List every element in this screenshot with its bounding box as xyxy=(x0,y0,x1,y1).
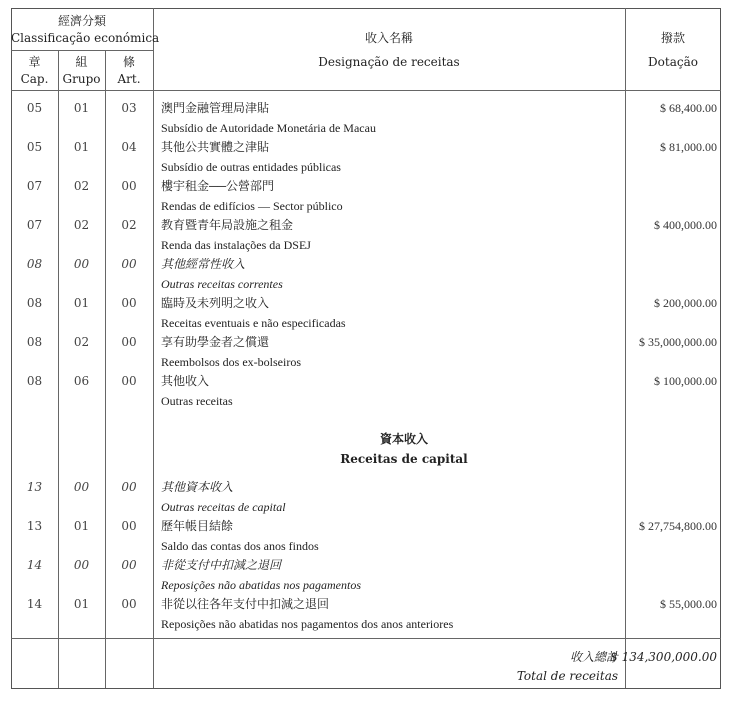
grupo-code: 00 xyxy=(73,480,90,494)
section-title-pt: Receitas de capital xyxy=(340,452,468,466)
designation-zh: 其他收入 xyxy=(161,374,210,388)
art-code: 03 xyxy=(121,101,137,115)
art-code: 00 xyxy=(121,296,137,310)
cap-code: 13 xyxy=(26,480,43,494)
designation-zh: 其他經常性收入 xyxy=(161,257,246,271)
art-code: 00 xyxy=(121,519,137,533)
header-grupo-pt: Grupo xyxy=(62,72,101,86)
cap-code: 07 xyxy=(26,179,43,193)
header-cap-pt: Cap. xyxy=(20,72,49,86)
col-rule xyxy=(153,8,154,688)
designation-pt: Subsídio de Autoridade Monetária de Macau xyxy=(161,121,376,135)
header-class-zh: 經濟分類 xyxy=(57,14,106,28)
designation-pt: Subsídio de outras entidades públicas xyxy=(161,160,341,174)
grupo-code: 00 xyxy=(73,257,90,271)
cap-code: 07 xyxy=(26,218,43,232)
designation-pt: Outras receitas de capital xyxy=(161,500,286,514)
col-rule xyxy=(625,8,626,688)
designation-pt: Renda das instalações da DSEJ xyxy=(161,238,311,252)
designation-pt: Reembolsos dos ex-bolseiros xyxy=(161,355,301,369)
designation-zh: 其他資本收入 xyxy=(161,480,234,494)
amount: $ 27,754,800.00 xyxy=(639,519,717,533)
header-dotacao-zh: 撥款 xyxy=(660,31,685,45)
designation-zh: 樓宇租金──公營部門 xyxy=(161,179,275,193)
amount: $ 100,000.00 xyxy=(654,374,717,388)
designation-zh: 享有助學金者之償還 xyxy=(161,335,270,349)
header-designation-pt: Designação de receitas xyxy=(318,55,460,69)
art-code: 00 xyxy=(121,597,137,611)
art-code: 00 xyxy=(121,374,137,388)
header-art-zh: 條 xyxy=(122,55,135,69)
grupo-code: 02 xyxy=(73,218,90,232)
designation-zh: 其他公共實體之津貼 xyxy=(161,140,270,154)
designation-pt: Outras receitas correntes xyxy=(161,277,283,291)
cap-code: 14 xyxy=(26,597,43,611)
grupo-code: 01 xyxy=(73,296,90,310)
cap-code: 05 xyxy=(26,140,43,154)
grupo-code: 01 xyxy=(73,101,90,115)
grupo-code: 06 xyxy=(73,374,90,388)
art-code: 00 xyxy=(121,335,137,349)
designation-pt: Outras receitas xyxy=(161,394,233,408)
total-label-zh: 收入總計 xyxy=(569,650,618,664)
total-rule xyxy=(11,638,721,639)
amount: $ 200,000.00 xyxy=(654,296,717,310)
designation-zh: 澳門金融管理局津貼 xyxy=(161,101,270,115)
grupo-code: 01 xyxy=(73,519,90,533)
designation-pt: Reposições não abatidas nos pagamentos dos anos anteriores xyxy=(161,617,454,631)
cap-code: 13 xyxy=(26,519,43,533)
art-code: 00 xyxy=(121,257,137,271)
section-title-zh: 資本收入 xyxy=(379,432,428,446)
header-dotacao-pt: Dotação xyxy=(648,55,698,69)
header-cap-zh: 章 xyxy=(28,55,41,69)
art-code: 02 xyxy=(121,218,137,232)
amount: $ 55,000.00 xyxy=(660,597,717,611)
amount: $ 68,400.00 xyxy=(660,101,717,115)
designation-pt: Saldo das contas dos anos findos xyxy=(161,539,319,553)
grupo-code: 00 xyxy=(73,558,90,572)
art-code: 00 xyxy=(121,480,137,494)
header-rule xyxy=(11,50,153,51)
cap-code: 14 xyxy=(26,558,43,572)
amount: $ 400,000.00 xyxy=(654,218,717,232)
total-amount: $ 134,300,000.00 xyxy=(610,650,717,664)
designation-pt: Rendas de edifícios — Sector público xyxy=(161,199,343,213)
cap-code: 08 xyxy=(26,335,43,349)
grupo-code: 01 xyxy=(73,140,90,154)
designation-zh: 臨時及未列明之收入 xyxy=(161,296,270,310)
designation-zh: 教育暨青年局設施之租金 xyxy=(161,218,294,232)
cap-code: 08 xyxy=(26,257,43,271)
header-art-pt: Art. xyxy=(117,72,141,86)
designation-zh: 非從支付中扣減之退回 xyxy=(161,558,282,572)
amount: $ 35,000,000.00 xyxy=(639,335,717,349)
art-code: 00 xyxy=(121,558,137,572)
art-code: 00 xyxy=(121,179,137,193)
designation-pt: Reposições não abatidas nos pagamentos xyxy=(161,578,361,592)
cap-code: 08 xyxy=(26,374,43,388)
amount: $ 81,000.00 xyxy=(660,140,717,154)
header-grupo-zh: 組 xyxy=(75,55,88,69)
header-bottom-rule xyxy=(11,90,721,91)
header-class-pt: Classificação económica xyxy=(11,31,160,45)
art-code: 04 xyxy=(121,140,137,154)
header-designation-zh: 收入名稱 xyxy=(364,31,413,45)
total-label-pt: Total de receitas xyxy=(516,669,618,683)
cap-code: 08 xyxy=(26,296,43,310)
cap-code: 05 xyxy=(26,101,43,115)
designation-pt: Receitas eventuais e não especificadas xyxy=(161,316,346,330)
designation-zh: 歷年帳目結餘 xyxy=(161,519,234,533)
grupo-code: 02 xyxy=(73,179,90,193)
grupo-code: 01 xyxy=(73,597,90,611)
designation-zh: 非從以往各年支付中扣減之退回 xyxy=(161,597,330,611)
grupo-code: 02 xyxy=(73,335,90,349)
